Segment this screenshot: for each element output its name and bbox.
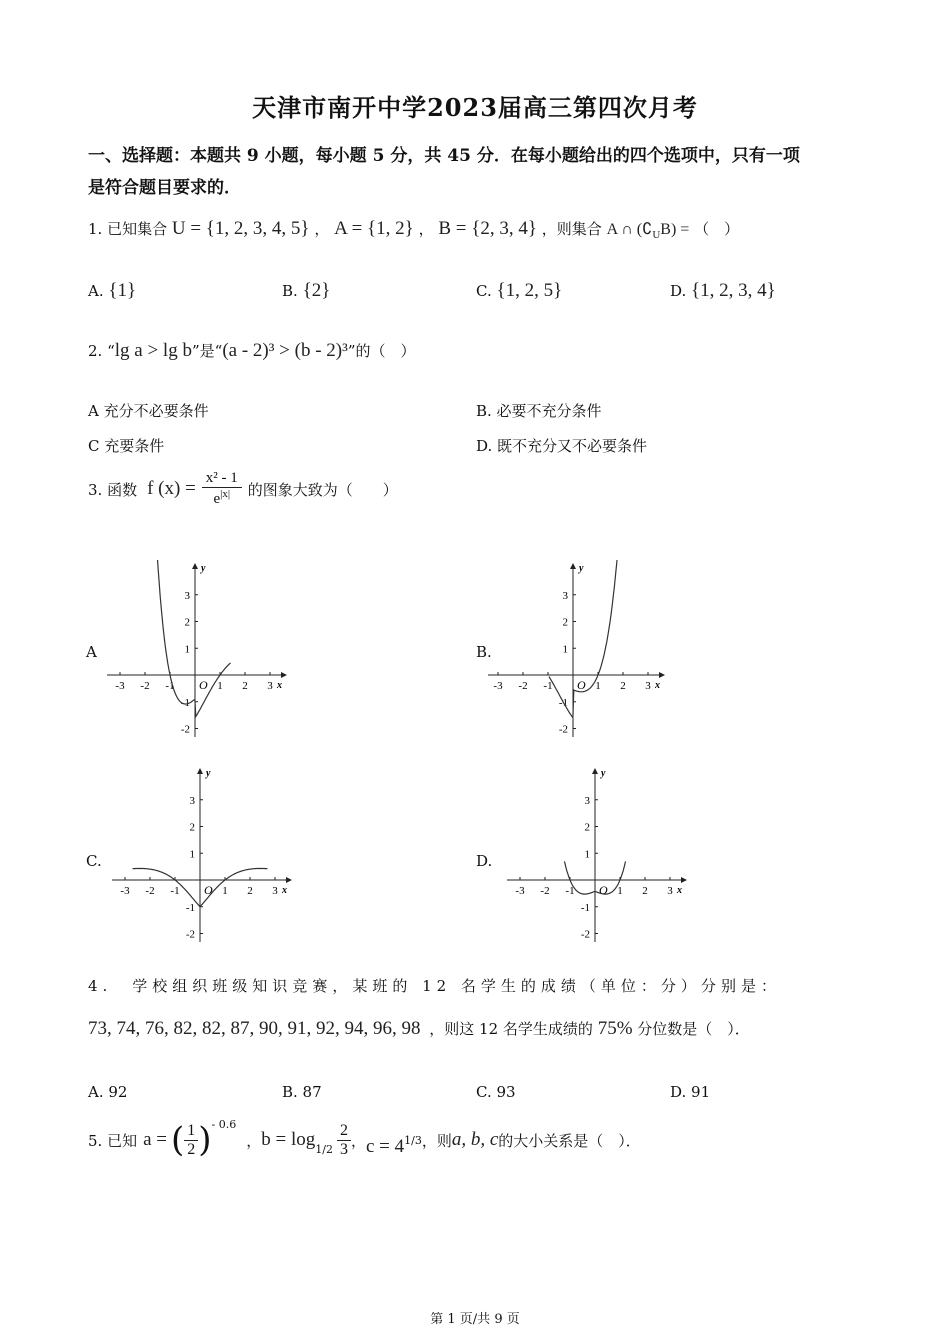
q2-option-b: B. 必要不充分条件: [476, 402, 602, 420]
q5-a: a =: [143, 1129, 167, 1150]
q4-option-c: C. 93: [476, 1083, 516, 1101]
y-tick-label: -1: [180, 696, 190, 709]
q5-a-exponent: - 0.6: [211, 1118, 237, 1131]
x-tick-label: 1: [217, 680, 223, 692]
question-3: 3. 函数 f (x) = $\frac{\text{x² - 1}}{e^{|x|}}$ 的图象大致为（ ）: [88, 470, 398, 507]
q1-paren: （ ）: [694, 220, 740, 238]
y-tick-label: -2: [558, 723, 568, 736]
q2-option-d: D. 既不充分又不必要条件: [476, 437, 648, 455]
x-tick-label: -1: [543, 680, 553, 692]
x-tick-label: 2: [620, 680, 626, 692]
x-axis-arrow: [286, 877, 292, 883]
x-tick-label: -2: [140, 680, 150, 692]
x-axis-arrow: [681, 877, 687, 883]
graph-b-label: B.: [476, 643, 492, 661]
y-axis-arrow: [192, 563, 198, 569]
section-heading: [88, 140, 878, 204]
x-axis-label: x: [277, 680, 282, 691]
y-tick-label: 3: [584, 794, 590, 807]
x-tick-label: -2: [540, 885, 550, 897]
q4-option-d: D. 91: [670, 1083, 711, 1101]
graph-c-label: C.: [86, 852, 102, 870]
q5-vars: a, b, c: [451, 1129, 499, 1150]
y-axis-label: y: [579, 563, 584, 574]
page-footer: 第 1 页/共 9 页: [430, 1312, 520, 1327]
x-tick-label: 3: [645, 680, 651, 692]
x-tick-label: -1: [565, 885, 575, 897]
y-tick-label: 1: [184, 643, 190, 656]
y-axis-arrow: [592, 768, 598, 774]
q4-percentile: 75%: [597, 1018, 633, 1039]
y-axis-arrow: [197, 768, 203, 774]
x-tick-label: -2: [518, 680, 528, 692]
x-tick-label: 2: [642, 885, 648, 897]
x-tick-label: -2: [145, 885, 155, 897]
x-tick-label: 3: [272, 885, 278, 897]
section-heading-line1: 一、选择题：本题共 9 小题，每小题 5 分，共 45 分．在每小题给出的四个选项中，只有一项: [88, 146, 800, 166]
q2-option-a: A 充分不必要条件: [88, 402, 209, 420]
q1-expression: A ∩ $(∁_UB)$ =: [606, 221, 690, 242]
x-tick-label: 3: [667, 885, 673, 897]
y-tick-label: 3: [189, 794, 195, 807]
q2-condition-2: (a - 2)³ > (b - 2)³: [222, 340, 348, 361]
q5-c: c = 4: [365, 1136, 405, 1157]
question-5: 5. 已知 a = ( 1 2 ) $^{- 0.6}$ ， b = log $_{1/2}$ 2 3 ， c = 4 $^{1/3}$ ，则 a, b, c 的大小关系是（ ）．: [88, 1118, 641, 1160]
origin-label: O: [599, 883, 608, 897]
q5-b-base: 1/2: [315, 1143, 333, 1156]
graph-d: [488, 765, 688, 945]
y-axis-label: y: [201, 563, 206, 574]
graph-a: [100, 560, 300, 740]
graph-b: [488, 560, 688, 740]
q2-condition-1: lg a > lg b: [114, 340, 192, 361]
origin-label: O: [199, 678, 208, 692]
q5-c-exponent: 1/3: [404, 1134, 422, 1147]
y-tick-label: 1: [584, 848, 590, 861]
y-tick-label: -2: [580, 928, 590, 941]
q4-option-a: A. 92: [88, 1083, 128, 1101]
graph-c: [100, 765, 300, 945]
y-tick-label: 1: [562, 643, 568, 656]
y-tick-label: -1: [185, 901, 195, 914]
x-tick-label: -3: [120, 885, 130, 897]
y-axis-label: y: [206, 768, 211, 779]
x-tick-label: -1: [165, 680, 175, 692]
q1-set-b: B = {2, 3, 4}: [438, 218, 537, 239]
y-tick-label: -1: [558, 696, 568, 709]
y-tick-label: 2: [184, 616, 190, 629]
q1-mid: ，则集合: [541, 220, 602, 238]
graph-d-label: D.: [476, 852, 493, 870]
y-tick-label: -2: [185, 928, 195, 941]
graph-a-label: A: [86, 643, 97, 661]
origin-label: O: [204, 883, 213, 897]
q2-option-c: C 充要条件: [88, 437, 165, 455]
x-tick-label: 1: [222, 885, 228, 897]
x-tick-label: 2: [247, 885, 253, 897]
y-axis-arrow: [570, 563, 576, 569]
x-tick-label: -1: [170, 885, 180, 897]
q1-option-c: C. {1, 2, 5}: [476, 280, 563, 301]
y-tick-label: 3: [184, 589, 190, 602]
graph-a-curve: [115, 560, 231, 717]
y-tick-label: 2: [562, 616, 568, 629]
q4-scores: 73, 74, 76, 82, 82, 87, 90, 91, 92, 94, 96, 98: [88, 1018, 421, 1039]
graph-b-curve: [549, 560, 648, 718]
x-tick-label: 1: [595, 680, 601, 692]
x-axis-label: x: [677, 885, 682, 896]
q1-option-b: B. {2}: [282, 280, 331, 301]
y-tick-label: 2: [584, 821, 590, 834]
q1-set-a: A = {1, 2}: [334, 218, 414, 239]
page-title: 天津市南开中学2023届高三第四次月考: [252, 93, 698, 122]
q5-b: b = log: [261, 1129, 316, 1150]
q1-option-a: A. {1}: [88, 280, 137, 301]
y-tick-label: -1: [580, 901, 590, 914]
question-2: 2. “lg a > lg b”是“(a - 2)³ > (b - 2)³”的（ ）: [88, 340, 416, 361]
y-tick-label: 1: [189, 848, 195, 861]
question-4-line2: 73, 74, 76, 82, 82, 87, 90, 91, 92, 94, 96, 98 ，则这 12 名学生成绩的 75% 分位数是（ ）．: [88, 1018, 750, 1039]
origin-label: O: [577, 678, 586, 692]
q5-b-fraction: 2 3: [337, 1122, 351, 1159]
q1-option-d: D. {1, 2, 3, 4}: [670, 280, 776, 301]
section-heading-line2: 是符合题目要求的．: [88, 178, 241, 198]
question-1: 1. 已知集合 U = {1, 2, 3, 4, 5} ， A = {1, 2} ， B = {2, 3, 4} ，则集合 A ∩ $(∁_UB)$ = （ ）: [88, 218, 740, 242]
q3-function-name: f (x) =: [147, 478, 196, 499]
q4-option-b: B. 87: [282, 1083, 322, 1101]
x-tick-label: 3: [267, 680, 273, 692]
x-axis-arrow: [659, 672, 665, 678]
x-tick-label: -3: [515, 885, 525, 897]
y-tick-label: -2: [180, 723, 190, 736]
x-tick-label: -3: [493, 680, 503, 692]
y-tick-label: 3: [562, 589, 568, 602]
q3-fraction: $\frac{\text{x² - 1}}{e^{|x|}}$: [202, 470, 242, 508]
y-tick-label: 2: [189, 821, 195, 834]
x-tick-label: 1: [617, 885, 623, 897]
x-axis-label: x: [655, 680, 660, 691]
q4-text: 4. 学校组织班级知识竞赛，某班的 12 名学生的成绩（单位：分）分别是：: [88, 977, 781, 995]
x-tick-label: -3: [115, 680, 125, 692]
q1-prefix: 1. 已知集合: [88, 220, 168, 238]
x-tick-label: 2: [242, 680, 248, 692]
x-axis-arrow: [281, 672, 287, 678]
y-axis-label: y: [601, 768, 606, 779]
x-axis-label: x: [282, 885, 287, 896]
q5-a-fraction: 1 2: [184, 1122, 198, 1159]
q1-set-u: U = {1, 2, 3, 4, 5}: [171, 218, 310, 239]
question-4-line1: [88, 975, 860, 996]
